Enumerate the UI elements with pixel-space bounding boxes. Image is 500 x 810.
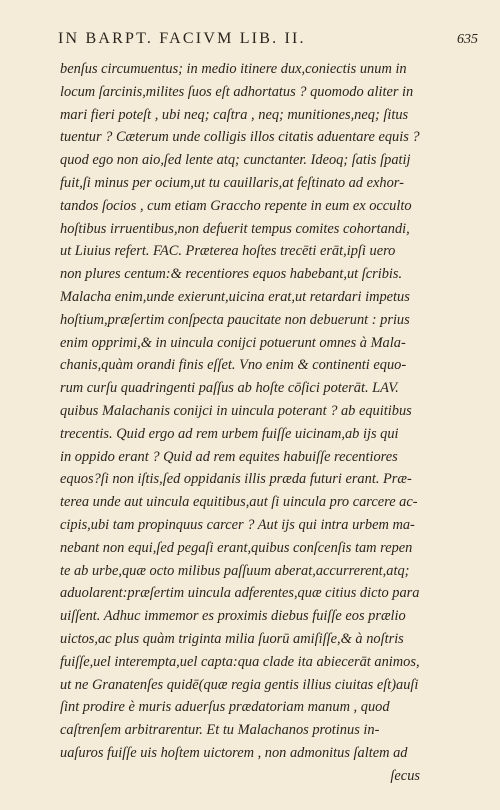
text-line: rum curſu quadringenti paſſus ab hoſte cōſici poterāt. LAV. <box>60 380 399 397</box>
text-line: terea unde aut uincula equitibus,aut ſi uincula pro carcere ac- <box>60 494 418 511</box>
text-line: tandos ſocios , cum etiam Graccho repente in eum ex occulto <box>60 197 412 214</box>
text-line: caſtrenſem arbitrarentur. Et tu Malachanos protinus in- <box>60 722 380 739</box>
text-line: ut ne Granatenſes quidē(quæ regia gentis illius ciuitas eſt)auſi <box>60 676 419 693</box>
text-line: non plures centum:& recentiores equos habebant,ut ſcribis. <box>60 266 403 283</box>
text-line: uaſuros fuiſſe uis hoſtem uictorem , non admonitus ſaltem ad <box>60 744 408 761</box>
page-header <box>58 30 478 54</box>
text-line: mari fieri poteſt , ubi neq; caſtra , neq; munitiones,neq; ſitus <box>60 106 409 123</box>
running-head: IN BARPT. FACIVM LIB. II. <box>58 30 306 47</box>
text-line: chanis,quàm orandi finis eſſet. Vno enim & continenti equo- <box>60 357 407 374</box>
text-line: ut Liuius refert. FAC. Præterea hoſtes trecēti erāt,ipſi uero <box>60 243 396 260</box>
text-line: uictos,ac plus quàm triginta milia ſuorū amiſiſſe,& à noſtris <box>60 630 404 647</box>
text-line: trecentis. Quid ergo ad rem urbem fuiſſe uicinam,ab ijs qui <box>60 425 399 442</box>
text-line: benſus circumuentus; in medio itinere dux,coniectis unum in <box>60 61 407 77</box>
text-line: hoſtium,præſertim conſpecta paucitate non debuerunt : prius <box>60 311 410 328</box>
text-line: tuentur ? Cæterum unde colligis illos citatis aduentare equis ? <box>60 129 420 146</box>
text-line: nebant non equi,ſed pegaſi erant,quibus conſcenſis tam repen <box>60 539 413 556</box>
text-line: locum ſarcinis,milites ſuos eſt adhortatus ? quomodo aliter in <box>60 83 414 100</box>
text-line: enim opprimi,& in uincula conijci potuerunt omnes à Mala- <box>60 334 406 351</box>
body-text <box>60 58 420 765</box>
text-line: in oppido erant ? Quid ad rem equites habuiſſe recentiores <box>60 448 398 465</box>
text-line: cipis,ubi tam propinquus carcer ? Aut ijs qui intra urbem ma- <box>60 516 415 533</box>
text-line: uiſſent. Adhuc immemor es proximis diebus fuiſſe eos prælio <box>60 608 406 625</box>
text-line: hoſtibus irruentibus,non defuerit tempus comites cohortandi, <box>60 220 410 237</box>
text-line: fuit,ſi minus per ocium,ut tu cauillaris,at feſtinato ad exhor- <box>60 174 404 191</box>
text-line: quibus Malachanis conijci in uincula poterant ? ab equitibus <box>60 402 412 419</box>
text-line: ſint prodire è muris aduerſus prædatoriam manum , quod <box>60 699 390 716</box>
text-line: equos?ſi non iſtis,ſed oppidanis illis præda futuri erant. Præ- <box>60 471 412 488</box>
text-line: Malacha enim,unde exierunt,uicina erat,ut retardari impetus <box>60 288 410 305</box>
text-line: aduolarent:præſertim uincula adferentes,quæ citius dicto para <box>60 585 420 602</box>
catchword: ſecus <box>390 768 420 784</box>
text-line: quod ego non aio,ſed lente atq; cunctanter. Ideoq; ſatis ſpatij <box>60 152 411 169</box>
text-line: te ab urbe,quæ octo milibus paſſuum aberat,accurrerent,atq; <box>60 562 410 579</box>
page-number: 635 <box>457 32 478 47</box>
text-line: fuiſſe,uel interempta,uel capta:qua clade ita abiecerāt animos, <box>60 653 420 670</box>
